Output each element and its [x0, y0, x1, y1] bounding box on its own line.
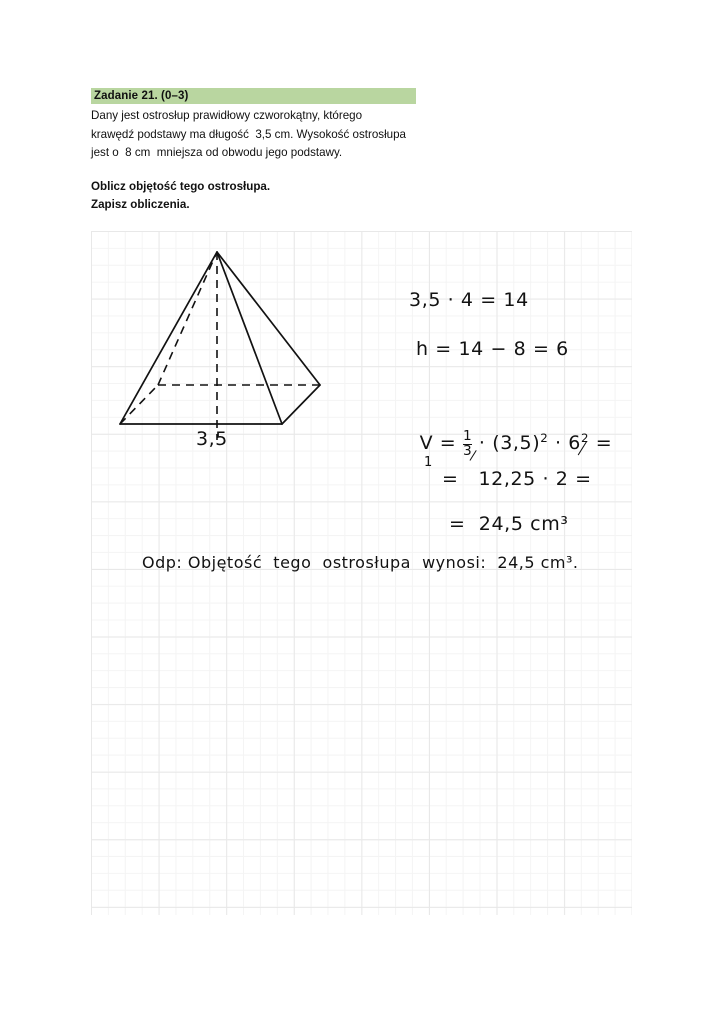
task-statement: [91, 88, 511, 215]
task-command-line: Zapisz obliczenia.: [91, 198, 190, 211]
six-cancelled: 6: [568, 432, 581, 455]
base-edge-label: 3,5: [196, 428, 228, 450]
calc-line-perimeter: 3,5 · 4 = 14: [409, 289, 529, 311]
task-body-line: jest o 8 cm mniejsza od obwodu jego podstawy.: [91, 146, 343, 159]
fraction-denominator-cancelled: 3: [462, 442, 473, 459]
task-body-line: Dany jest ostrosłup prawidłowy czworokątny, którego: [91, 109, 363, 122]
final-answer-sentence: Odp: Objętość tego ostrosłupa wynosi: 24,5 cm³.: [142, 553, 579, 572]
volume-formula-mid: · (3,5): [472, 432, 541, 455]
exponent-two-base: 2: [540, 430, 549, 445]
volume-formula-mid2-prefix: ·: [548, 432, 569, 455]
cancellation-one-mark: 1: [424, 455, 433, 470]
task-commands: [91, 178, 511, 215]
exponent-two-height: 2: [580, 430, 590, 445]
calc-line-result: = 24,5 cm³: [449, 513, 569, 535]
grid-paper-background: [91, 231, 632, 915]
task-body-line: krawędź podstawy ma długość 3,5 cm. Wysokość ostrosłupa: [91, 127, 406, 141]
calc-line-intermediate: = 12,25 · 2 =: [442, 468, 592, 490]
task-body: [91, 107, 511, 163]
task-command-line: Oblicz objętość tego ostrosłupa.: [91, 179, 271, 193]
volume-formula-suffix: =: [589, 432, 613, 455]
task-header-banner: Zadanie 21. (0–3): [91, 88, 416, 104]
fraction-numerator: 1: [462, 428, 473, 444]
volume-formula-prefix: V =: [419, 432, 463, 455]
calc-line-height: h = 14 − 8 = 6: [416, 338, 569, 360]
